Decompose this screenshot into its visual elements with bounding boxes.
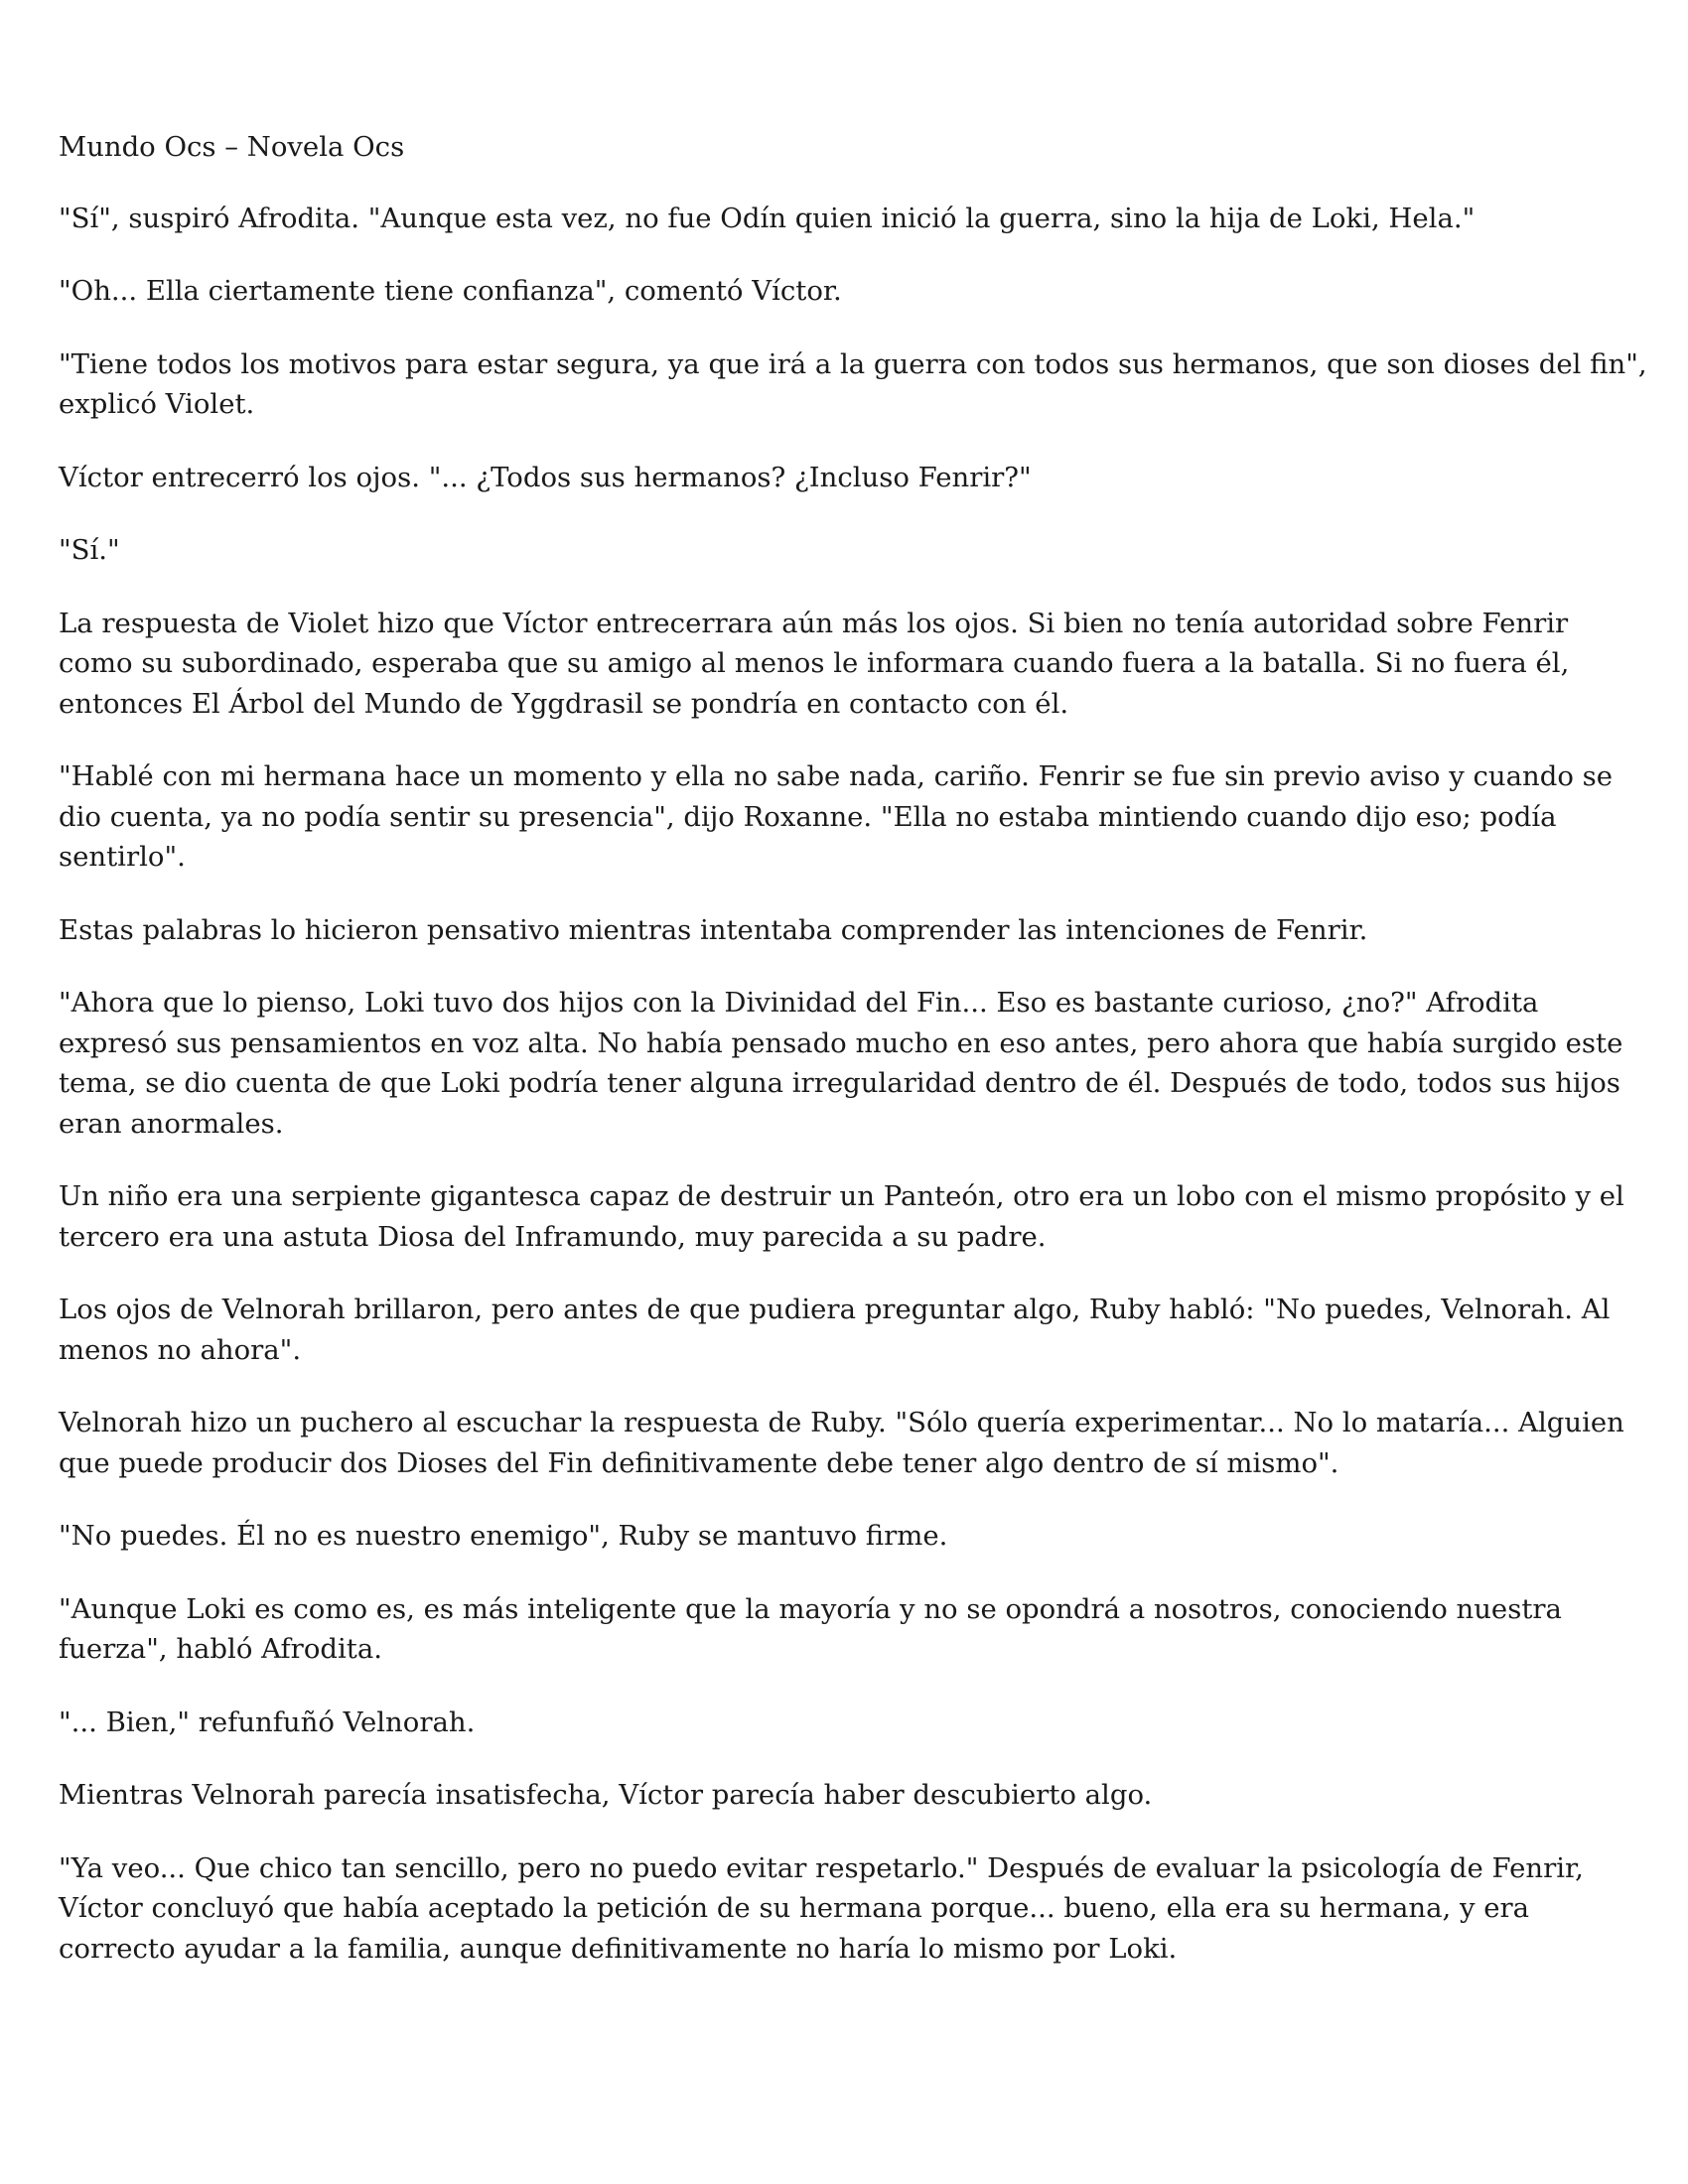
paragraph-8: Estas palabras lo hicieron pensativo mientras intentaba comprender las intenciones de Fenrir. [59,913,1368,946]
paragraph-4: Víctor entrecerró los ojos. "... ¿Todos sus hermanos? ¿Incluso Fenrir?" [59,461,1032,493]
paragraph-10: Un niño era una serpiente gigantesca capaz de destruir un Panteón, otro era un lobo con el mismo propósito y el tercero era una astuta Diosa del Inframundo, muy parecida a su padre. [59,1180,1624,1253]
paragraph-5: "Sí." [59,534,120,566]
paragraph-12: Velnorah hizo un puchero al escuchar la respuesta de Ruby. "Sólo quería experimentar... No lo mataría... Alguien que puede producir dos Dioses del Fin definitivamente debe tener algo dentro de sí mismo". [59,1407,1624,1479]
paragraph-15: "... Bien," refunfuñó Velnorah. [59,1706,476,1738]
paragraph-16: Mientras Velnorah parecía insatisfecha, Víctor parecía haber descubierto algo. [59,1779,1153,1811]
document-header: Mundo Ocs – Novela Ocs [59,131,405,163]
paragraph-13: "No puedes. Él no es nuestro enemigo", Ruby se mantuvo firme. [59,1520,948,1552]
paragraph-6: La respuesta de Violet hizo que Víctor entrecerrara aún más los ojos. Si bien no tenía autoridad sobre Fenrir como su subordinado, esperaba que su amigo al menos le informara cuando fuera a la batalla. Si no fuera él, entonces El Árbol del Mundo de Yggdrasil se pondría en contacto con él. [59,607,1570,720]
paragraph-9: "Ahora que lo pienso, Loki tuvo dos hijos con la Divinidad del Fin... Eso es bastante curioso, ¿no?" Afrodita expresó sus pensamientos en voz alta. No había pensado mucho en eso antes, pero ahora que había surgido este tema, se dio cuenta de que Loki podría tener alguna irregularidad dentro de él. Después de todo, todos sus hijos eran anormales. [59,987,1623,1140]
document-page [59,127,1647,2001]
paragraph-1: "Sí", suspiró Afrodita. "Aunque esta vez, no fue Odín quien inició la guerra, sino la hija de Loki, Hela." [59,202,1476,234]
paragraph-17: "Ya veo... Que chico tan sencillo, pero no puedo evitar respetarlo." Después de evaluar la psicología de Fenrir, Víctor concluyó que había aceptado la petición de su hermana porque... bueno, ella era su hermana, y era correcto ayudar a la familia, aunque definitivamente no haría lo mismo por Loki. [59,1851,1584,1965]
paragraph-7: "Hablé con mi hermana hace un momento y ella no sabe nada, cariño. Fenrir se fue sin previo aviso y cuando se dio cuenta, ya no podía sentir su presencia", dijo Roxanne. "Ella no estaba mintiendo cuando dijo eso; podía sentirlo". [59,760,1614,873]
paragraph-2: "Oh... Ella ciertamente tiene confianza", comentó Víctor. [59,275,842,307]
paragraph-14: "Aunque Loki es como es, es más inteligente que la mayoría y no se opondrá a nosotros, conociendo nuestra fuerza", habló Afrodita. [59,1592,1562,1665]
paragraph-11: Los ojos de Velnorah brillaron, pero antes de que pudiera preguntar algo, Ruby habló: "No puedes, Velnorah. Al menos no ahora". [59,1294,1611,1366]
paragraph-3: "Tiene todos los motivos para estar segura, ya que irá a la guerra con todos sus hermanos, que son dioses del fin", explicó Violet. [59,347,1647,420]
